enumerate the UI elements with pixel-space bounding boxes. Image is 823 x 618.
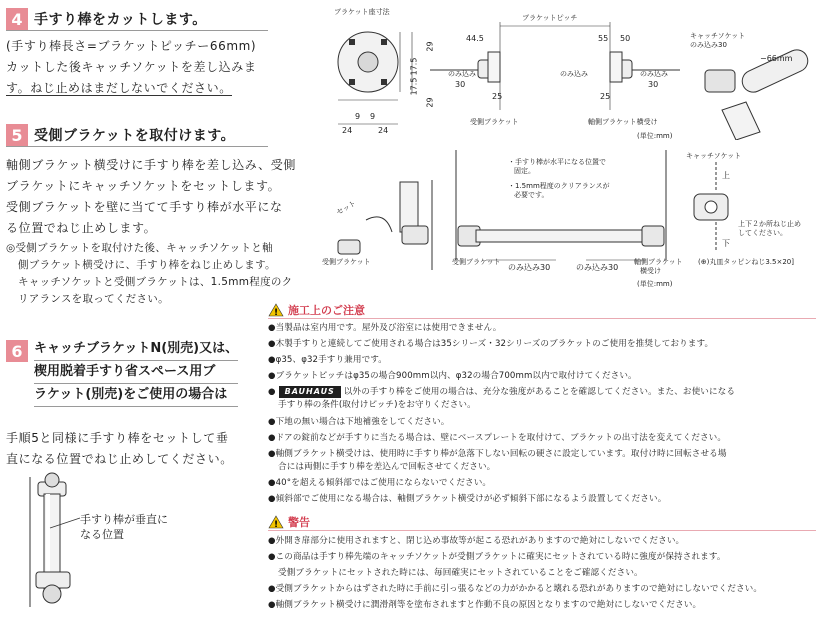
catch-socket-label-2: キャッチソケット bbox=[686, 152, 742, 160]
step4-line: カットした後キャッチソケットを差し込みま bbox=[6, 60, 257, 74]
warning-item: ●軸側ブラケット横受けに潤滑剤等を塗布されますと作動不良の原因となりますので絶対にしないでください。 bbox=[268, 600, 702, 610]
caution-item: ●ブラケットピッチはφ35の場合900mm以内、φ32の場合700mm以内で取付けてください。 bbox=[268, 371, 637, 381]
svg-text:!: ! bbox=[273, 308, 279, 317]
warning-title: 警告 bbox=[288, 516, 310, 529]
jikugawa-label: 軸側ブラケット横受け bbox=[588, 118, 658, 126]
step6-text bbox=[6, 428, 266, 470]
step6-number: 6 bbox=[6, 340, 28, 362]
set-label: セット bbox=[335, 199, 358, 217]
step4-line: す。ねじ止めはまだしないでください。 bbox=[6, 81, 232, 95]
warning-item: ●外開き扉部分に使用されますと、閉じ込め事故等が起こる恐れがありますので絶対にしないでください。 bbox=[268, 536, 685, 546]
caution-title: 施工上のご注意 bbox=[288, 304, 365, 317]
step5-line: 受側ブラケットを壁に当てて手すり棒が水平にな bbox=[6, 200, 283, 214]
caution-item: ●傾斜部でご使用になる場合は、軸側ブラケット横受けが必ず傾斜下部になるよう設置してください。 bbox=[268, 494, 667, 504]
step5-header bbox=[6, 124, 268, 147]
warning-triangle-icon bbox=[268, 303, 284, 317]
nomikomi-label: のみ込み bbox=[560, 70, 588, 78]
caution-item: ●ドアの錠前などが手すりに当たる場合は、壁にベースプレートを取付けて、ブラケットの出寸法を変えてください。 bbox=[268, 433, 727, 443]
caution-item: ●φ35、φ32手すり兼用です。 bbox=[268, 355, 387, 365]
step5-title: 受側ブラケットを取付けます。 bbox=[34, 128, 236, 144]
step6-line: 手順5と同様に手すり棒をセットして垂 bbox=[6, 431, 229, 445]
caution-item: ●木製手すりと連続してご使用される場合は35シリーズ・32シリーズのブラケットのご使用を推奨しております。 bbox=[268, 339, 714, 349]
dim: 25 bbox=[492, 92, 503, 101]
dim: 17.5 bbox=[409, 57, 419, 76]
warning-item: ●この商品は手すり棒先端のキャッチソケットが受側ブラケットに確実にセットされている時に強度が保持されます。 bbox=[268, 552, 726, 562]
warning-triangle-icon bbox=[268, 515, 284, 529]
dim: 29 bbox=[425, 97, 435, 108]
vertical-bar-illustration bbox=[20, 472, 110, 612]
bauhaus-logo: BAUHAUS bbox=[279, 386, 341, 398]
dim: 30 bbox=[455, 80, 466, 89]
pitch-label: ブラケットピッチ bbox=[522, 14, 578, 22]
nomikomi-label: のみ込み bbox=[640, 70, 668, 78]
step4-line: (手すり棒長さ=ブラケットピッチー66mm) bbox=[6, 39, 257, 53]
mid-callout-1 bbox=[508, 158, 606, 176]
left-uke-label: 受側ブラケット bbox=[322, 258, 371, 266]
step4-number: 4 bbox=[6, 8, 28, 30]
ukegawa-mid-label: 受側ブラケット bbox=[452, 258, 501, 266]
dim: 25 bbox=[600, 92, 611, 101]
caution-item: 手すり棒の条件(取付けピッチ)をお守りください。 bbox=[278, 400, 476, 410]
nomikomi30-b: のみ込み30 bbox=[576, 263, 619, 272]
svg-text:!: ! bbox=[273, 520, 279, 529]
caution-item: 合には両側に手すり棒を差込んで回転させてください。 bbox=[278, 462, 496, 472]
dim: 9 bbox=[355, 112, 361, 121]
ukegawa-label: 受側ブラケット bbox=[470, 118, 519, 126]
step5-note: 側ブラケット横受けに、手すり棒をねじ止めします。 bbox=[18, 259, 276, 271]
jikugawa-mid-label bbox=[634, 258, 683, 276]
nomikomi30-a: のみ込み30 bbox=[508, 263, 551, 272]
step5-line: ブラケットにキャッチソケットをセットします。 bbox=[6, 179, 281, 193]
caution-item: ● BAUHAUS 以外の手すり棒をご使用の場合は、充分な強度があることを確認してください。また、お使いになる bbox=[268, 387, 736, 397]
step5-note: キャッチソケットと受側ブラケットは、1.5mm程度のク bbox=[18, 276, 293, 288]
caution-item: ●下地の無い場合は下地補強をしてください。 bbox=[268, 417, 450, 427]
unit-label: (単位:mm) bbox=[637, 132, 673, 140]
step6-title-line: ラケット(別売)をご使用の場合は bbox=[34, 384, 238, 407]
step6-title-line: 楔用脱着手すり省スペース用ブ bbox=[34, 361, 238, 384]
dim: 44.5 bbox=[466, 34, 484, 43]
catch-line: のみ込み30 bbox=[690, 41, 727, 49]
dim: 55 bbox=[598, 34, 609, 43]
mid-callout-2 bbox=[508, 182, 610, 200]
dim: 24 bbox=[342, 126, 353, 135]
step5-number: 5 bbox=[6, 124, 28, 146]
callout-line: ・手すり棒が水平になる位置で bbox=[508, 158, 606, 166]
screw-note-line: 上下２か所ねじ止め bbox=[738, 220, 801, 228]
dim: 24 bbox=[378, 126, 389, 135]
minus66-label: −66mm bbox=[760, 54, 793, 63]
step4-header bbox=[6, 8, 268, 31]
dim: 30 bbox=[648, 80, 659, 89]
step4-text bbox=[6, 36, 296, 99]
dim: 29 bbox=[425, 41, 435, 52]
screw-spec: (⊕)丸皿タッピンねじ3.5×20] bbox=[698, 258, 794, 266]
callout-line: 必要です。 bbox=[514, 191, 549, 199]
catch-screw-illustration bbox=[686, 162, 746, 252]
step5-line: 軸側ブラケット横受けに手すり棒を差し込み、受側 bbox=[6, 158, 296, 172]
step5-line: る位置でねじ止めします。 bbox=[6, 221, 157, 235]
dim: 50 bbox=[620, 34, 631, 43]
step6-title bbox=[34, 338, 238, 407]
callout-line: ・1.5mm程度のクリアランスが bbox=[508, 182, 610, 190]
warning-item: ●受側ブラケットからはずされた時に手前に引っ張るなどの力がかかると壊れる恐れがありますので絶対にしないでください。 bbox=[268, 584, 763, 594]
jikugawa-line: 横受け bbox=[640, 267, 661, 275]
catch-socket-illustration bbox=[690, 40, 820, 140]
step5-note: リアランスを取ってください。 bbox=[18, 293, 169, 305]
caution-divider bbox=[268, 318, 816, 319]
step5-notes bbox=[6, 240, 301, 308]
dim: 17.5 bbox=[409, 77, 419, 96]
dim: 9 bbox=[370, 112, 376, 121]
step5-text bbox=[6, 155, 301, 239]
caution-item: ●当製品は室内用です。屋外及び浴室には使用できません。 bbox=[268, 323, 502, 333]
step6-title-line: キャッチブラケットN(別売)又は、 bbox=[34, 338, 238, 361]
callout-line: 固定。 bbox=[514, 167, 535, 175]
set-motion-illustration bbox=[330, 180, 440, 270]
step6-callout bbox=[80, 512, 168, 542]
caution-item: ●軸側ブラケット横受けは、使用時に手すり棒が急落下しない回転の硬さに設定しています。取付け時に回転させる場 bbox=[268, 449, 727, 459]
callout-line: 手すり棒が垂直に bbox=[80, 513, 168, 526]
warning-header bbox=[268, 514, 310, 530]
warning-item: 受側ブラケットにセットされた時には、毎回確実にセットされていることをご確認ください。 bbox=[278, 568, 643, 578]
unit-mid-label: (単位:mm) bbox=[637, 280, 673, 288]
jikugawa-line: 軸側ブラケット bbox=[634, 258, 683, 266]
catch-line: キャッチソケット bbox=[690, 32, 746, 40]
bracket-dims-label: ブラケット座寸法 bbox=[334, 8, 390, 16]
down-label: 下 bbox=[722, 239, 730, 248]
screw-note bbox=[738, 220, 801, 238]
bracket-plate-diagram bbox=[330, 14, 440, 134]
callout-line: なる位置 bbox=[80, 528, 124, 541]
step4-title: 手すり棒をカットします。 bbox=[34, 12, 207, 28]
nomikomi-label: のみ込み bbox=[448, 70, 476, 78]
up-label: 上 bbox=[722, 171, 730, 180]
step6-line: 直になる位置でねじ止めしてください。 bbox=[6, 452, 233, 466]
warning-divider bbox=[268, 530, 816, 531]
callout-leader bbox=[48, 508, 88, 538]
caution-header bbox=[268, 302, 365, 318]
caution-item: ●40°を超える傾斜部ではご使用にならないでください。 bbox=[268, 478, 492, 488]
screw-note-line: してください。 bbox=[738, 229, 787, 237]
step5-note: ◎受側ブラケットを取付けた後、キャッチソケットと軸 bbox=[6, 242, 273, 254]
